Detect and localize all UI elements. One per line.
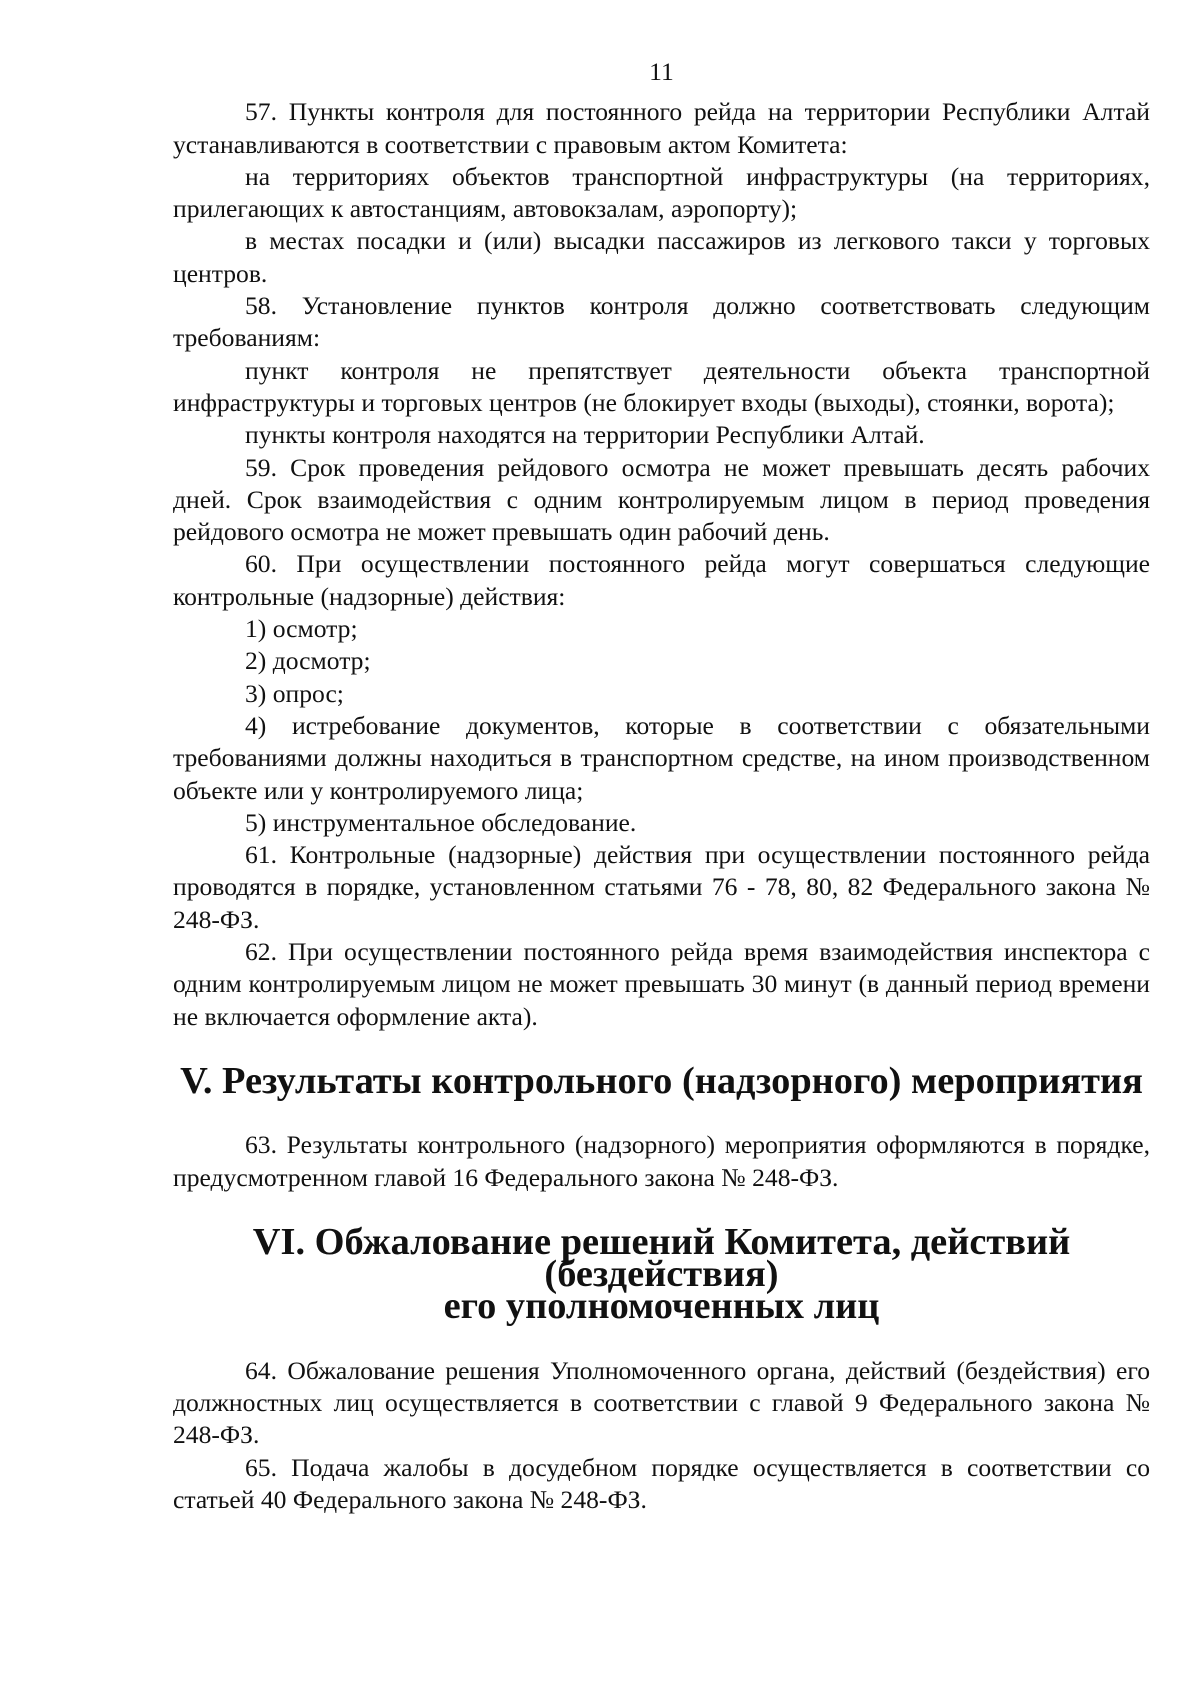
paragraph-64: 64. Обжалование решения Уполномоченного органа, действий (бездействия) его должностных лиц осуществляется в соответствии с главой 9 Федерального закона № 248-ФЗ.	[173, 1355, 1150, 1450]
paragraph-61: 61. Контрольные (надзорные) действия при осуществлении постоянного рейда проводятся в порядке, установленном статьями 76 - 78, 80, 82 Федерального закона № 248-ФЗ.	[173, 840, 1150, 934]
list-item-inspection: 1) осмотр;	[245, 614, 358, 644]
section-heading-vi-line-2: его уполномоченных лиц	[443, 1285, 880, 1328]
paragraph-58: 58. Установление пунктов контроля должно соответствовать следующим требованиям:	[173, 291, 1150, 353]
page-number: 11	[649, 57, 674, 86]
paragraph-59: 59. Срок проведения рейдового осмотра не может превышать десять рабочих дней. Срок взаимодействия с одним контролируемым лицом в период проведения рейдового осмотра не может превышать один рабочий день.	[173, 452, 1150, 547]
paragraph-62: 62. При осуществлении постоянного рейда время взаимодействия инспектора с одним контролируемым лицом не может превышать 30 минут (в данный период времени не включается оформление акта).	[173, 937, 1150, 1031]
section-heading-vi	[173, 1220, 1150, 1328]
section-heading-vi-line-1: VI. Обжалование решений Комитета, действий (бездействия)	[252, 1220, 1071, 1296]
section-heading-v	[173, 1059, 1150, 1102]
list-item-transport-infrastructure: на территориях объектов транспортной инфраструктуры (на территориях, прилегающих к автостанциям, автовокзалам, аэропорту);	[173, 161, 1150, 224]
document-page	[173, 56, 1150, 1516]
list-item-instrumental: 5) инструментальное обследование.	[245, 807, 637, 837]
paragraph-63: 63. Результаты контрольного (надзорного) мероприятия оформляются в порядке, предусмотренном главой 16 Федерального закона № 248-ФЗ.	[173, 1130, 1150, 1192]
list-item-territory: пункты контроля находятся на территории Республики Алтай.	[245, 420, 925, 450]
list-item-search: 2) досмотр;	[245, 646, 371, 676]
paragraph-65: 65. Подача жалобы в досудебном порядке осуществляется в соответствии со статьей 40 Федерального закона № 248-ФЗ.	[173, 1452, 1150, 1514]
list-item-survey: 3) опрос;	[245, 678, 344, 708]
list-item-documents: 4) истребование документов, которые в соответствии с обязательными требованиями должны находиться в транспортном средстве, на ином производственном объекте или у контролируемого лица;	[173, 710, 1150, 805]
paragraph-60: 60. При осуществлении постоянного рейда могут совершаться следующие контрольные (надзорные) действия:	[173, 549, 1150, 611]
list-item-no-obstruction: пункт контроля не препятствует деятельности объекта транспортной инфраструктуры и торговых центров (не блокирует входы (выходы), стоянки, ворота);	[173, 355, 1150, 417]
paragraph-57: 57. Пункты контроля для постоянного рейда на территории Республики Алтай устанавливаются в соответствии с правовым актом Комитета:	[173, 97, 1150, 159]
list-item-taxi-places: в местах посадки и (или) высадки пассажиров из легкового такси у торговых центров.	[173, 226, 1150, 288]
section-heading-v-text: V. Результаты контрольного (надзорного) мероприятия	[180, 1059, 1143, 1102]
